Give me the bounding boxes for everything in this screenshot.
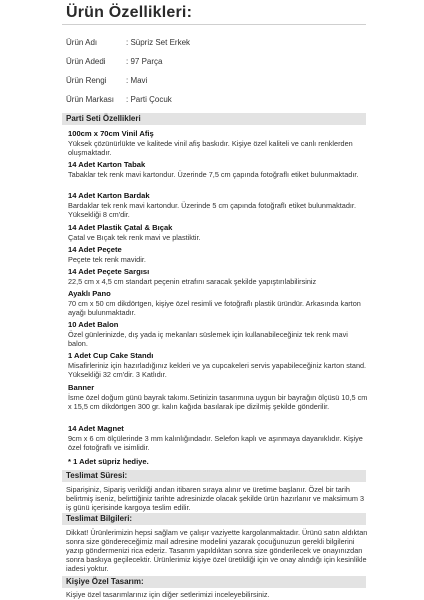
section-header-label: Teslimat Süresi: xyxy=(66,471,128,480)
set-features-header xyxy=(62,113,366,125)
feature-description: Bardaklar tek renk mavi kartondur. Üzerinde 5 cm çapında fotoğraflı etiket bulunmaktadır. Yüksekliği 8 cm'dir. xyxy=(68,201,356,219)
attribute-value: : 97 Parça xyxy=(126,57,163,66)
feature-title: 14 Adet Magnet xyxy=(68,424,124,433)
delivery-info-text: Dikkat! Ürünlerimizin hepsi sağlam ve çalışır vaziyette kargolanmaktadır. Ürünü satın aldıktan sonra size göndereceğimiz mail adresine modelini yazarak çocuğunuzun gerekli bilgilerini yazıp göndermenizi rica ederiz. Tasarım yapıldıktan sonra size gönderilecek ve onayınızdan sonra baskıya geçilecektir. Ürünlerimiz kişiye özel üretildiği için ve onay alındığı için kesinlikle iadesi yoktur. xyxy=(66,528,368,573)
feature-description: Çatal ve Bıçak tek renk mavi ve plastiktir. xyxy=(68,233,201,242)
attribute-value: : Süpriz Set Erkek xyxy=(126,38,191,47)
feature-description: Misafirleriniz için hazırladığınız kekleri ve ya cupcakeleri servis yapabileceğiniz karton stand. Yüksekliği 32 cm'dir. 3 Katlıdır. xyxy=(68,361,367,379)
section-header-label: Teslimat Bilgileri: xyxy=(66,514,133,523)
feature-title: 14 Adet Karton Bardak xyxy=(68,191,150,200)
attribute-row-color xyxy=(66,76,147,85)
custom-design-text: Kişiye özel tasarımlarınız için diğer setlerimizi inceleyebilirsiniz. xyxy=(66,590,270,599)
attribute-row-name xyxy=(66,38,190,47)
feature-title: 14 Adet Karton Tabak xyxy=(68,160,146,169)
attribute-label: Ürün Markası xyxy=(66,95,115,104)
attribute-label: Ürün Adı xyxy=(66,38,98,47)
feature-description: Tabaklar tek renk mavi kartondur. Üzerinde 7,5 cm çapında fotoğraflı etiket bulunmaktadır. xyxy=(68,170,359,179)
feature-description: Yüksek çözünürlükte ve kalitede vinil afiş baskıdır. Kişiye özel kaliteli ve canlı renklerden oluşmaktadır. xyxy=(68,139,353,157)
feature-title: 10 Adet Balon xyxy=(68,320,119,329)
attribute-row-count xyxy=(66,57,162,66)
feature-title: 1 Adet Cup Cake Standı xyxy=(68,351,154,360)
delivery-info-header xyxy=(62,513,366,525)
feature-description: 9cm x 6 cm ölçülerinde 3 mm kalınlığındadır. Selefon kaplı ve aşınmaya dayanıklıdır. Kişiye özel fotoğraflı ve isimlidir. xyxy=(68,434,363,452)
attribute-label: Ürün Adedi xyxy=(66,57,106,66)
feature-title: 14 Adet Peçete Sargısı xyxy=(68,267,150,276)
feature-title: 14 Adet Peçete xyxy=(68,245,122,254)
feature-title: Ayaklı Pano xyxy=(68,289,111,298)
feature-title: 100cm x 70cm Vinil Afiş xyxy=(68,129,154,138)
feature-description: 70 cm x 50 cm dikdörtgen, kişiye özel resimli ve fotoğraflı plastik üründür. Arkasında karton ayağı bulunmaktadır. xyxy=(68,299,361,317)
gift-note: * 1 Adet süpriz hediye. xyxy=(68,457,149,466)
attribute-label: Ürün Rengi xyxy=(66,76,107,85)
feature-title: 14 Adet Plastik Çatal & Bıçak xyxy=(68,223,173,232)
attribute-value: : Parti Çocuk xyxy=(126,95,172,104)
feature-description: Peçete tek renk mavidir. xyxy=(68,255,146,264)
feature-title: Banner xyxy=(68,383,95,392)
feature-description: 22,5 cm x 4,5 cm standart peçenin etrafını saracak şekilde yapıştırılabilirsiniz xyxy=(68,277,317,286)
delivery-time-text: Siparişiniz, Sipariş verildiği andan itibaren sıraya alınır ve üretime başlanır. Özel bir tarih belirtmiş iseniz, belirttiğiniz tarihte adresinizde olacak şekilde ürün hazırlanır ve maksimum 3 iş günü içerisinde kargoya teslim edilir. xyxy=(66,485,365,512)
section-header-label: Kişiye Özel Tasarım: xyxy=(66,577,144,586)
feature-description: İsme özel doğum günü bayrak takımı.Setinizin tasarımına uygun bir bayrağın ölçüsü 10,5 cm x 15,5 cm dikdörtgen 300 gr. kalın kağıda basılarak ipe dizilmiş şekilde gönderilir. xyxy=(68,393,368,411)
section-header-label: Parti Seti Özellikleri xyxy=(66,114,141,123)
attribute-row-brand xyxy=(66,95,172,104)
page-title: Ürün Özellikleri: xyxy=(66,4,193,21)
feature-description: Özel günlerinizde, dış yada iç mekanları süslemek için kullanabileceğiniz tek renk mavi balon. xyxy=(68,330,348,348)
title-divider xyxy=(62,24,366,25)
delivery-time-header xyxy=(62,470,366,482)
custom-design-header xyxy=(62,576,366,588)
attribute-value: : Mavi xyxy=(126,76,148,85)
